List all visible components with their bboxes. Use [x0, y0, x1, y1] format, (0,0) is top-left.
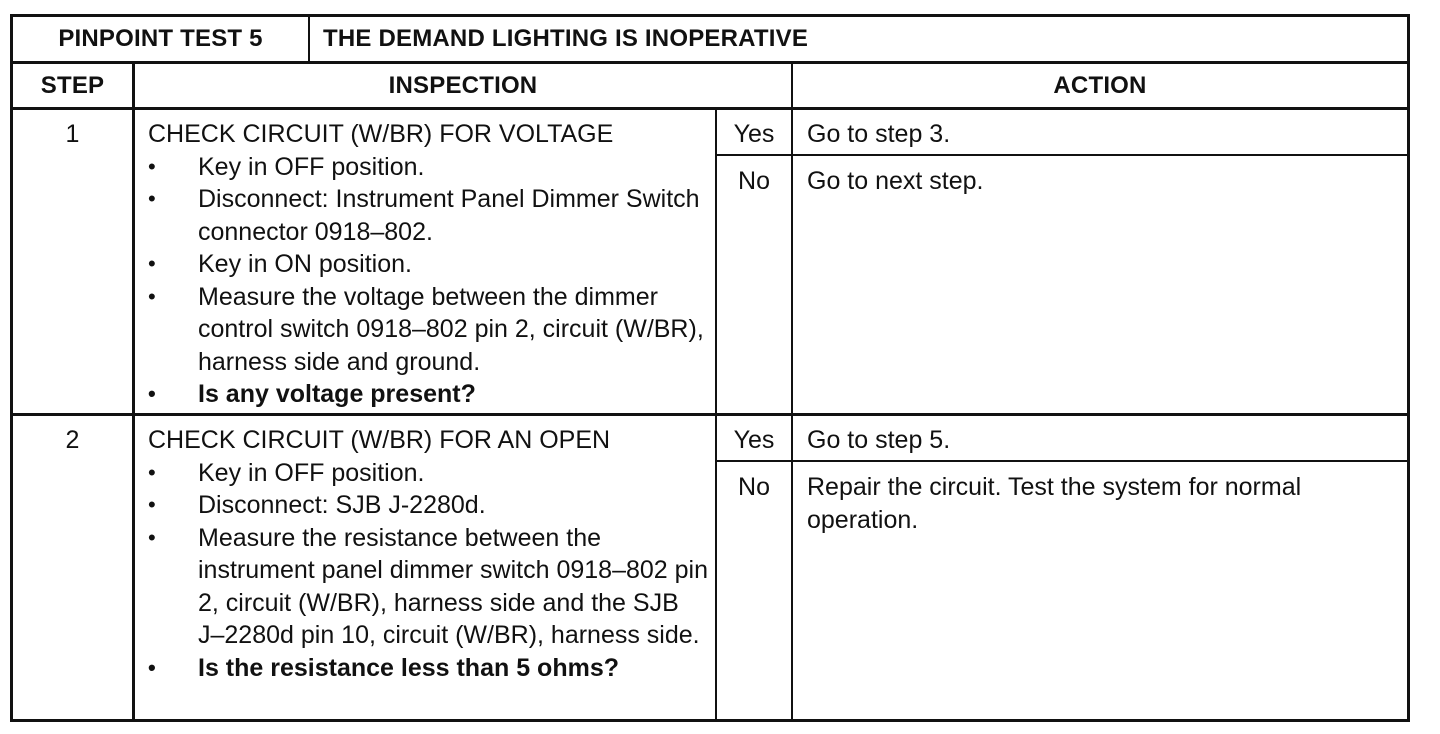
yes-action: Go to step 3.: [807, 120, 951, 148]
yes-label: Yes: [733, 120, 775, 148]
yes-action: Go to step 5.: [807, 426, 951, 454]
step-question: • Is the resistance less than 5 ohms?: [148, 652, 710, 685]
step-number: 1: [65, 120, 80, 148]
divider: [791, 61, 793, 719]
step-question: • Is any voltage present?: [148, 378, 710, 411]
column-header-inspection: INSPECTION: [388, 72, 538, 99]
divider: [13, 107, 1407, 110]
test-number-label: PINPOINT TEST 5: [58, 25, 263, 52]
list-item: • Key in OFF position.: [148, 457, 710, 490]
step-bullet-list: [148, 457, 710, 685]
test-title: THE DEMAND LIGHTING IS INOPERATIVE: [323, 25, 809, 52]
list-item: • Measure the resistance between the instrument panel dimmer switch 0918–802 pin 2, circuit (W/BR), harness side and the SJB J–2280d pin 10, circuit (W/BR), harness side.: [148, 522, 710, 652]
yes-label: Yes: [733, 426, 775, 454]
list-item: • Key in OFF position.: [148, 151, 710, 184]
no-label: No: [738, 167, 770, 195]
divider: [132, 61, 135, 719]
no-action: Repair the circuit. Test the system for normal operation.: [807, 473, 1302, 534]
divider: [308, 17, 310, 61]
divider: [715, 110, 717, 719]
no-label: No: [738, 473, 770, 501]
list-item: • Measure the voltage between the dimmer control switch 0918–802 pin 2, circuit (W/BR), harness side and ground.: [148, 281, 710, 379]
divider: [13, 413, 1407, 416]
step-title: CHECK CIRCUIT (W/BR) FOR AN OPEN: [148, 426, 611, 454]
step-title: CHECK CIRCUIT (W/BR) FOR VOLTAGE: [148, 120, 614, 148]
list-item: • Key in ON position.: [148, 248, 710, 281]
divider: [716, 154, 1407, 156]
no-action: Go to next step.: [807, 167, 984, 195]
step-number: 2: [65, 426, 80, 454]
list-item: • Disconnect: SJB J-2280d.: [148, 489, 710, 522]
pinpoint-test-table: [10, 14, 1410, 722]
column-header-action: ACTION: [1053, 72, 1147, 99]
list-item: • Disconnect: Instrument Panel Dimmer Switch connector 0918–802.: [148, 183, 710, 248]
step-bullet-list: [148, 151, 710, 411]
step-inspection: [148, 424, 710, 684]
column-header-step: STEP: [40, 72, 105, 99]
divider: [716, 460, 1407, 462]
step-inspection: [148, 118, 710, 411]
